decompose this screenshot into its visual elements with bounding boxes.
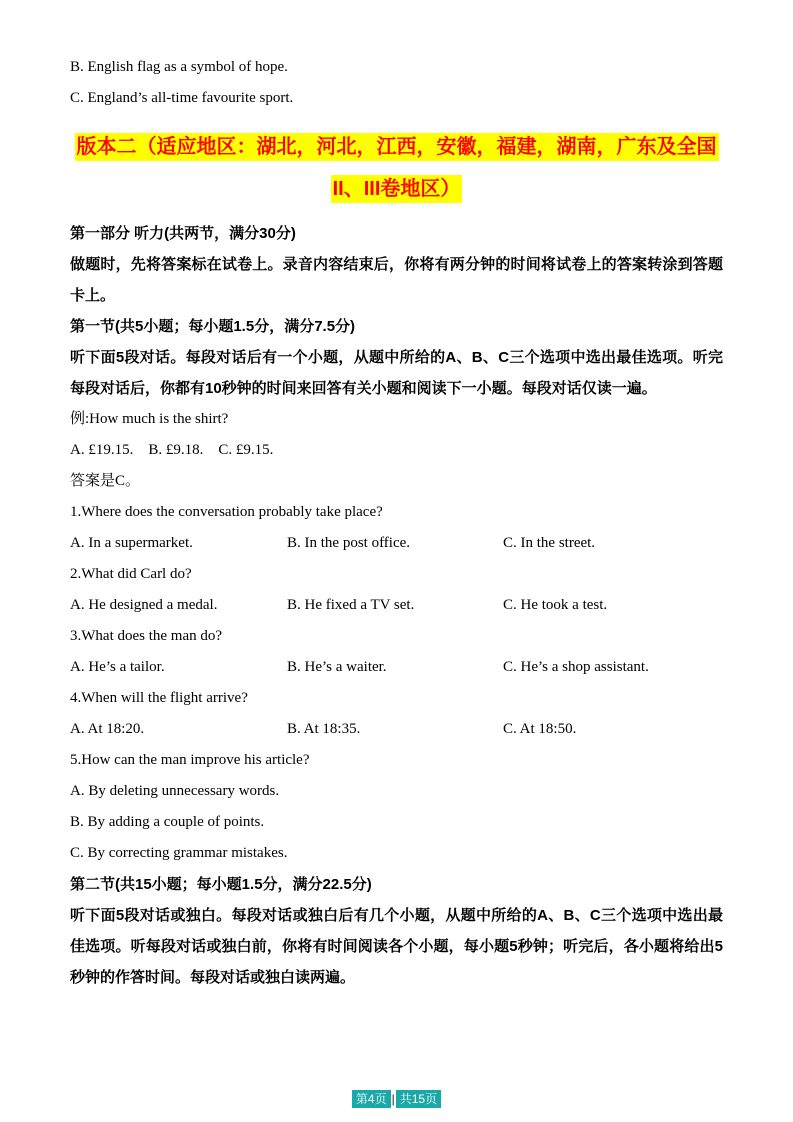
question-1-text: 1.Where does the conversation probably take place? (70, 504, 383, 520)
part1-heading: 第一部分 听力(共两节，满分30分) (70, 225, 296, 242)
footer-separator: | (391, 1092, 395, 1106)
total-pages-chip: 共15页 (396, 1090, 441, 1108)
question-3 (70, 621, 723, 683)
example-answer: 答案是C。 (70, 473, 141, 489)
question-4-option-c: C. At 18:50. (503, 721, 577, 737)
question-4-option-b: B. At 18:35. (287, 721, 361, 737)
question-3-text: 3.What does the man do? (70, 628, 223, 644)
question-5-text: 5.How can the man improve his article? (70, 752, 310, 768)
question-2-option-b: B. He fixed a TV set. (287, 597, 415, 613)
question-1 (70, 497, 723, 559)
question-4-text: 4.When will the flight arrive? (70, 690, 248, 706)
version-banner-text: 版本二（适应地区：湖北，河北，江西，安徽，福建，湖南，广东及全国II、III卷地区） (75, 133, 719, 203)
pre-option-c: C. England’s all-time favourite sport. (70, 90, 294, 106)
section1-heading: 第一节(共5小题；每小题1.5分，满分7.5分) (70, 318, 356, 335)
question-5-option-a: A. By deleting unnecessary words. (70, 783, 280, 799)
question-1-options (70, 528, 723, 559)
question-2-text: 2.What did Carl do? (70, 566, 192, 582)
question-4-options (70, 714, 723, 745)
section1-instructions: 听下面5段对话。每段对话后有一个小题，从题中所给的A、B、C三个选项中选出最佳选项。听完每段对话后，你都有10秒钟的时间来回答有关小题和阅读下一小题。每段对话仅读一遍。 (70, 349, 723, 397)
question-2-options (70, 590, 723, 621)
question-3-option-c: C. He’s a shop assistant. (503, 659, 649, 675)
example-prompt: 例:How much is the shirt? (70, 411, 229, 427)
question-2-option-a: A. He designed a medal. (70, 597, 218, 613)
question-2-option-c: C. He took a test. (503, 597, 608, 613)
question-1-option-a: A. In a supermarket. (70, 535, 193, 551)
question-3-option-b: B. He’s a waiter. (287, 659, 387, 675)
part1-instructions: 做题时，先将答案标在试卷上。录音内容结束后，你将有两分钟的时间将试卷上的答案转涂到答题卡上。 (70, 256, 723, 304)
question-1-option-b: B. In the post office. (287, 535, 411, 551)
question-5 (70, 745, 723, 869)
example-options: A. £19.15. B. £9.18. C. £9.15. (70, 442, 274, 458)
question-3-options (70, 652, 723, 683)
question-1-option-c: C. In the street. (503, 535, 596, 551)
question-2 (70, 559, 723, 621)
question-5-option-c: C. By correcting grammar mistakes. (70, 845, 288, 861)
question-5-option-b: B. By adding a couple of points. (70, 814, 265, 830)
section2-heading: 第二节(共15小题；每小题1.5分，满分22.5分) (70, 876, 372, 893)
question-4-option-a: A. At 18:20. (70, 721, 145, 737)
page-number-chip: 第4页 (352, 1090, 391, 1108)
question-4 (70, 683, 723, 745)
question-3-option-a: A. He’s a tailor. (70, 659, 165, 675)
version-banner (70, 126, 723, 210)
page-footer (0, 1090, 793, 1108)
pre-option-b: B. English flag as a symbol of hope. (70, 59, 288, 75)
section2-instructions: 听下面5段对话或独白。每段对话或独白后有几个小题，从题中所给的A、B、C三个选项中选出最佳选项。听每段对话或独白前，你将有时间阅读各个小题，每小题5秒钟；听完后，各小题将给出5秒钟的作答时间。每段对话或独白读两遍。 (70, 907, 723, 986)
